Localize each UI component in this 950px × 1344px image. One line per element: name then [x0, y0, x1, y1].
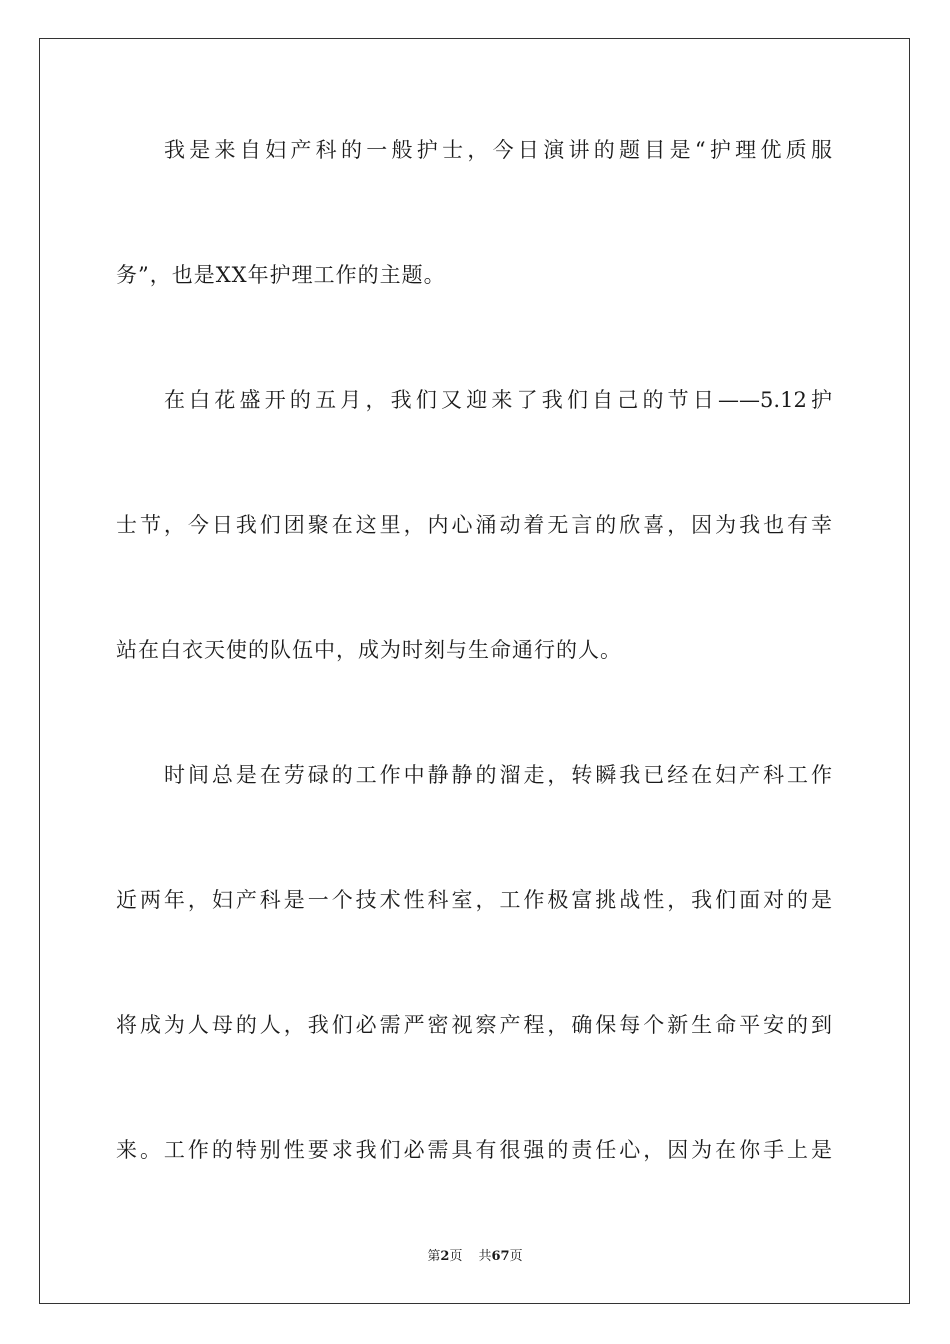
paragraph-1-line-2: 务”，也是XX年护理工作的主题。 [116, 263, 446, 287]
paragraph-3-line-1: 时间总是在劳碌的工作中静静的溜走，转瞬我已经在妇产科工作 [164, 763, 832, 787]
footer-prefix: 第 [427, 1249, 441, 1264]
paragraph-2-line-2: 士节，今日我们团聚在这里，内心涌动着无言的欣喜，因为我也有幸 [116, 513, 832, 537]
footer-total-prefix: 共 [478, 1249, 492, 1264]
footer-total-pages: 67 [491, 1249, 510, 1264]
page-footer [0, 1248, 950, 1266]
paragraph-3-line-4: 来。工作的特别性要求我们必需具有很强的责任心，因为在你手上是 [116, 1138, 832, 1162]
footer-page-suffix: 页 [449, 1249, 463, 1264]
footer-page-number: 2 [440, 1249, 450, 1264]
paragraph-3-line-2: 近两年，妇产科是一个技术性科室，工作极富挑战性，我们面对的是 [116, 888, 832, 912]
paragraph-2-line-1: 在白花盛开的五月，我们又迎来了我们自己的节日——5.12护 [164, 388, 832, 412]
paragraph-3-line-3: 将成为人母的人，我们必需严密视察产程，确保每个新生命平安的到 [116, 1013, 832, 1037]
footer-total-suffix: 页 [509, 1249, 523, 1264]
paragraph-1-line-1: 我是来自妇产科的一般护士，今日演讲的题目是“护理优质服 [164, 138, 832, 162]
paragraph-2-line-3: 站在白衣天使的队伍中，成为时刻与生命通行的人。 [116, 638, 622, 662]
page-frame [39, 38, 910, 1304]
